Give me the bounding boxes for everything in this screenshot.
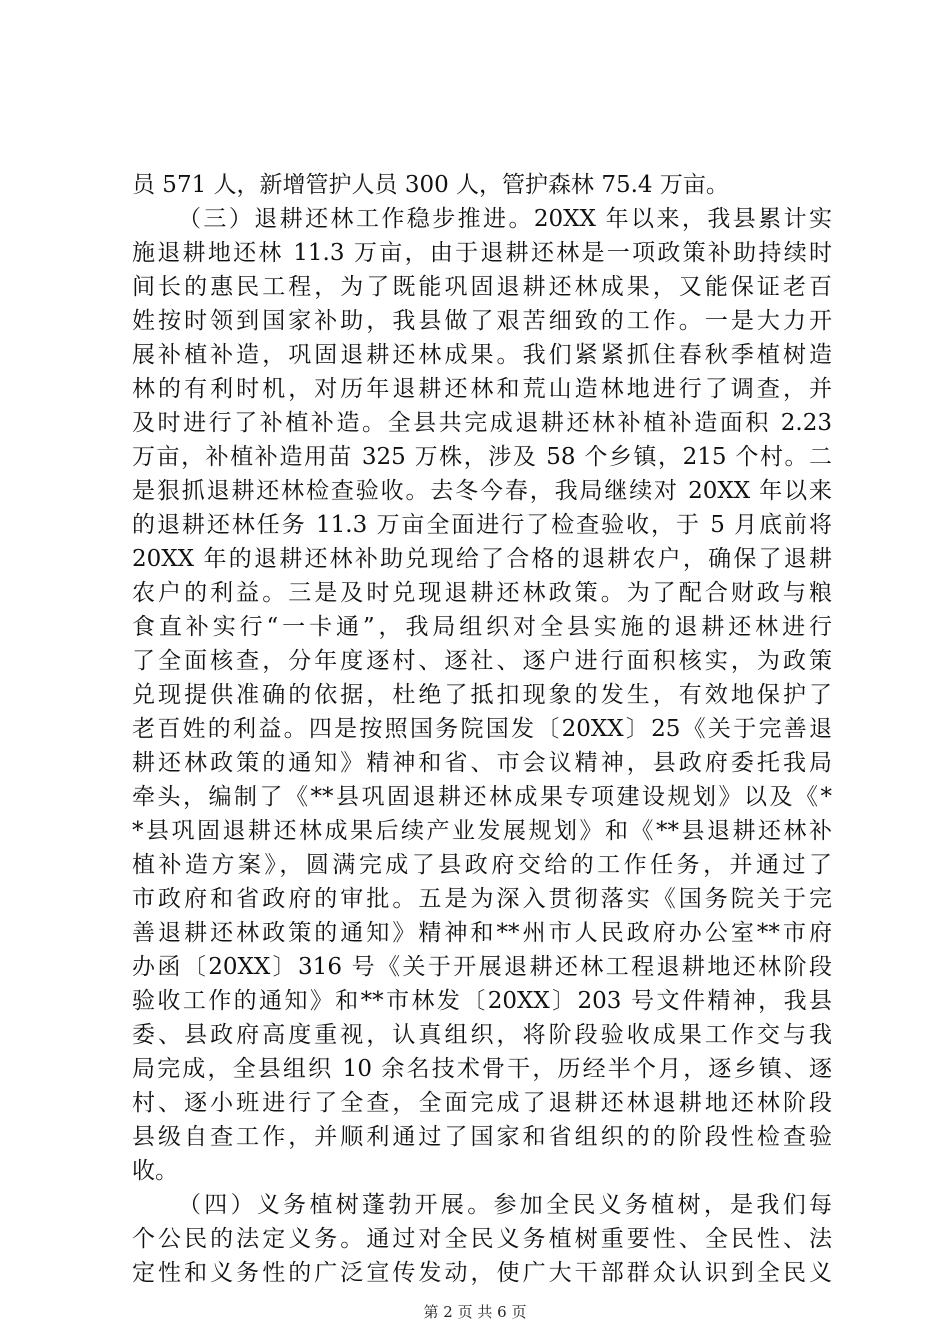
text-line: 办函〔20XX〕316 号《关于开展退耕还林工程退耕地还林阶段 — [132, 954, 832, 980]
text-line: （四）义务植树蓬勃开展。参加全民义务植树，是我们每 — [178, 1192, 832, 1218]
text-line: 老百姓的利益。四是按照国务院国发〔20XX〕25《关于完善退 — [132, 716, 832, 742]
text-line: 个公民的法定义务。通过对全民义务植树重要性、全民性、法 — [132, 1226, 832, 1252]
text-line: 农户的利益。三是及时兑现退耕还林政策。为了配合财政与粮 — [132, 580, 832, 606]
text-line: 姓按时领到国家补助，我县做了艰苦细致的工作。一是大力开 — [132, 308, 832, 334]
text-line: 局完成，全县组织 10 余名技术骨干，历经半个月，逐乡镇、逐 — [132, 1056, 832, 1082]
text-line: 县级自查工作，并顺利通过了国家和省组织的的阶段性检查验 — [132, 1124, 832, 1150]
text-line: 员 571 人，新增管护人员 300 人，管护森林 75.4 万亩。 — [132, 172, 729, 198]
text-line: 及时进行了补植补造。全县共完成退耕还林补植补造面积 2.23 — [132, 410, 832, 436]
text-line: 是狠抓退耕还林检查验收。去冬今春，我局继续对 20XX 年以来 — [132, 478, 832, 504]
text-line: 牵头，编制了《**县巩固退耕还林成果专项建设规划》以及《* — [132, 784, 832, 810]
page-footer — [0, 1302, 950, 1322]
text-line: *县巩固退耕还林成果后续产业发展规划》和《**县退耕还林补 — [132, 818, 832, 844]
text-line: 20XX 年的退耕还林补助兑现给了合格的退耕农户，确保了退耕 — [132, 546, 832, 572]
text-line: 的退耕还林任务 11.3 万亩全面进行了检查验收，于 5 月底前将 — [132, 512, 832, 538]
document-body — [132, 168, 832, 1290]
text-line: 兑现提供准确的依据，杜绝了抵扣现象的发生，有效地保护了 — [132, 682, 832, 708]
text-line: 验收工作的通知》和**市林发〔20XX〕203 号文件精神，我县 — [132, 988, 832, 1014]
text-line: （三）退耕还林工作稳步推进。20XX 年以来，我县累计实 — [178, 206, 832, 232]
text-line: 耕还林政策的通知》精神和省、市会议精神，县政府委托我局 — [132, 750, 832, 776]
text-line: 食直补实行“一卡通”，我局组织对全县实施的退耕还林进行 — [132, 614, 832, 640]
text-line: 委、县政府高度重视，认真组织，将阶段验收成果工作交与我 — [132, 1022, 832, 1048]
text-line: 间长的惠民工程，为了既能巩固退耕还林成果，又能保证老百 — [132, 274, 832, 300]
text-line: 植补造方案》，圆满完成了县政府交给的工作任务，并通过了 — [132, 852, 832, 878]
text-line: 定性和义务性的广泛宣传发动，使广大干部群众认识到全民义 — [132, 1260, 832, 1286]
text-line: 展补植补造，巩固退耕还林成果。我们紧紧抓住春秋季植树造 — [132, 342, 832, 368]
text-line: 施退耕地还林 11.3 万亩，由于退耕还林是一项政策补助持续时 — [132, 240, 832, 266]
text-line: 林的有利时机，对历年退耕还林和荒山造林地进行了调查，并 — [132, 376, 832, 402]
page-number-label: 第 2 页 共 6 页 — [423, 1303, 527, 1321]
text-line: 了全面核查，分年度逐村、逐社、逐户进行面积核实，为政策 — [132, 648, 832, 674]
text-line: 收。 — [132, 1158, 178, 1184]
text-line: 万亩，补植补造用苗 325 万株，涉及 58 个乡镇，215 个村。二 — [132, 444, 832, 470]
text-line: 善退耕还林政策的通知》精神和**州市人民政府办公室**市府 — [132, 920, 832, 946]
text-line: 市政府和省政府的审批。五是为深入贯彻落实《国务院关于完 — [132, 886, 832, 912]
text-line: 村、逐小班进行了全查，全面完成了退耕还林退耕地还林阶段 — [132, 1090, 832, 1116]
